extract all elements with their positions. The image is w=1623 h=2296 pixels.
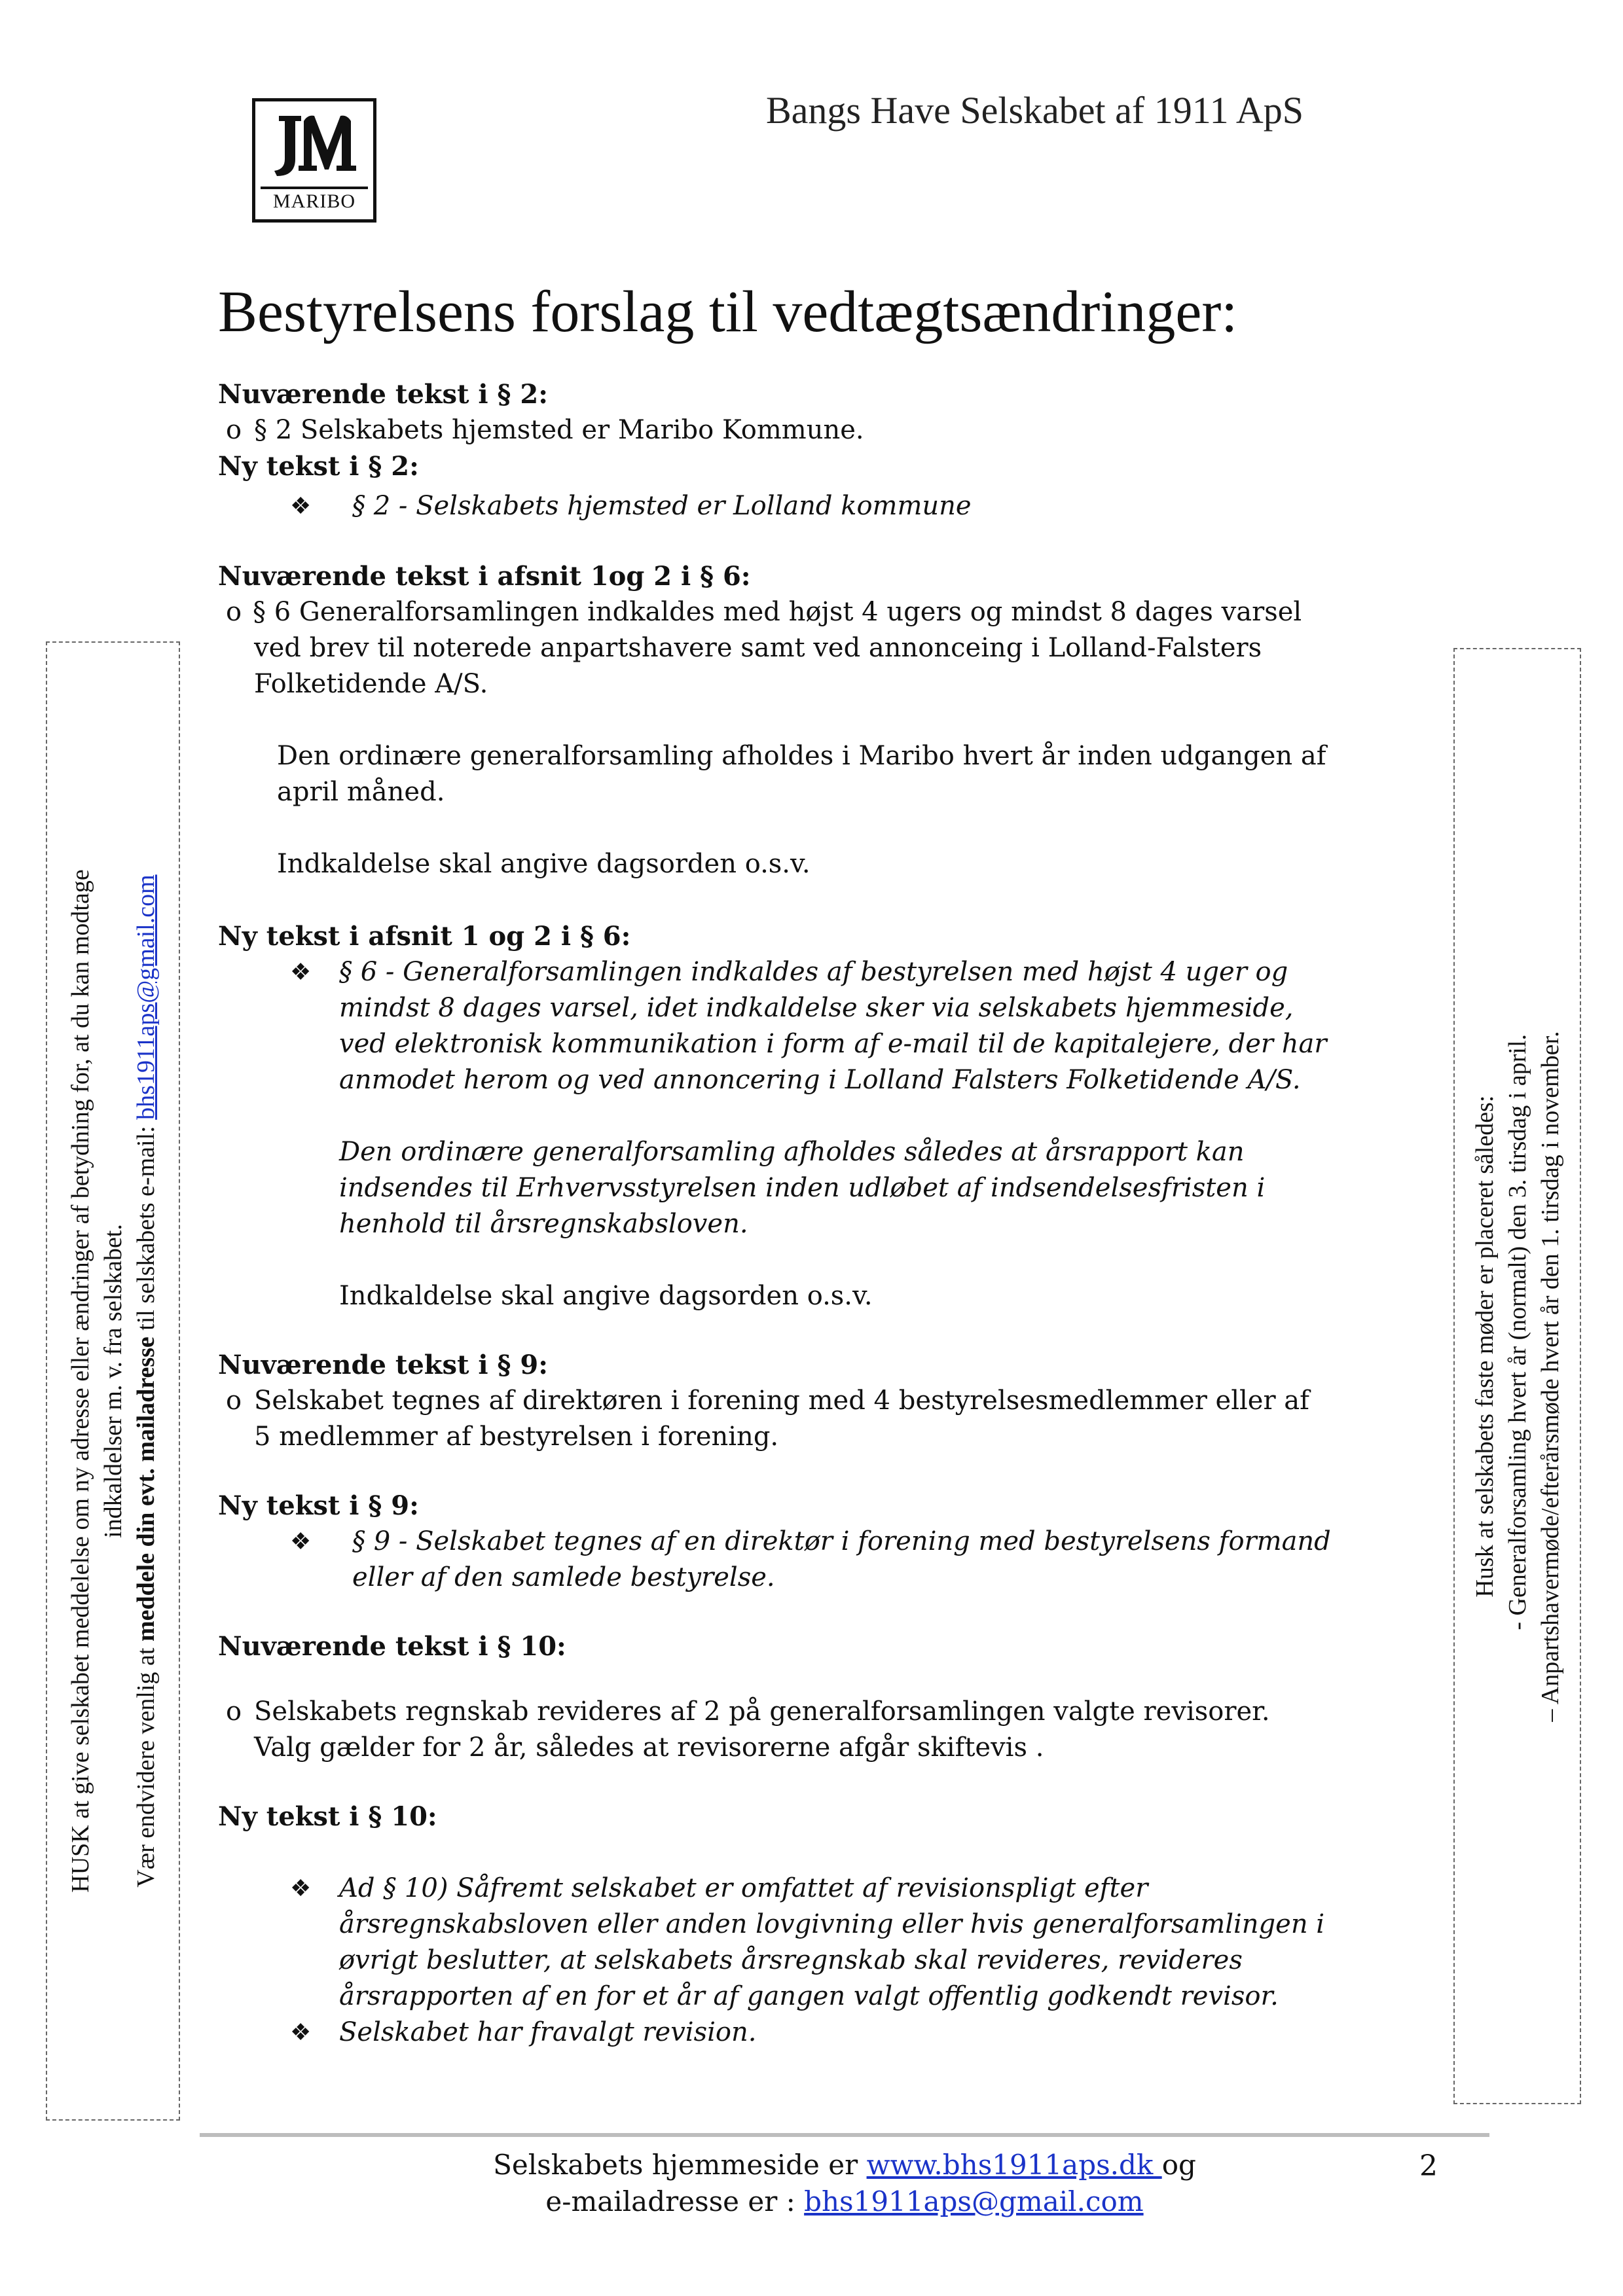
diamond-bullet-icon: ❖ — [290, 1528, 312, 1555]
paragraph: Den ordinære generalforsamling afholdes i Maribo hvert år inden udgangen af april måned. — [277, 741, 1326, 807]
item-text: Selskabets regnskab revideres af 2 på generalforsamlingen valgte revisorer. Valg gælder for 2 år, således at revisorerne afgår skiftevis . — [254, 1696, 1270, 1763]
section-heading: Nuværende tekst i § 10: — [218, 1631, 566, 1662]
logo-city-label: MARIBO — [261, 187, 368, 214]
reminder-line-3-bold: meddele din evt. mailadresse — [132, 1336, 160, 1642]
circle-bullet: o — [226, 1386, 242, 1416]
page-number: 2 — [1419, 2149, 1438, 2183]
circle-bullet: o — [226, 1696, 242, 1727]
footer-og: og — [1161, 2149, 1196, 2181]
section-heading: Ny tekst i afsnit 1 og 2 i § 6: — [218, 921, 631, 952]
list-item — [218, 1524, 1462, 1596]
item-text: Selskabet har fravalgt revision. — [339, 2017, 757, 2047]
paragraph: Indkaldelse skal angive dagsorden o.s.v. — [339, 1281, 873, 1311]
reminder-line-2: indkaldelser m. v. fra selskabet. — [99, 1224, 127, 1538]
meetings-info-box — [1453, 648, 1581, 2104]
section-heading: Ny tekst i § 9: — [218, 1490, 419, 1521]
item-text: Ad § 10) Såfremt selskabet er omfattet af revisionspligt efter årsregnskabsloven eller anden lovgivning eller hvis generalforsamlingen i øvrigt beslutter, at selskabets årsregnskab skal revideres, revideres årsrapporten af en for et år af gangen valgt offentlig godkendt revisor. — [339, 1873, 1325, 2011]
footer-line-1 — [200, 2147, 1489, 2183]
list-item — [218, 1694, 1462, 1766]
section-heading: Ny tekst i § 2: — [218, 451, 419, 482]
reminder-line-3-start: Vær endvidere venlig at — [132, 1641, 160, 1888]
website-link[interactable]: www.bhs1911aps.dk — [866, 2149, 1162, 2181]
section-heading: Nuværende tekst i afsnit 1og 2 i § 6: — [218, 561, 751, 592]
list-item — [218, 594, 1462, 702]
paragraph: Den ordinære generalforsamling afholdes således at årsrapport kan indsendes til Erhvervsstyrelsen inden udløbet af indsendelsesfristen i henhold til årsregnskabsloven. — [339, 1137, 1266, 1239]
item-text-content: § 6 Generalforsamlingen indkaldes med højst 4 ugers og mindst 8 dages varsel ved brev til noterede anpartshavere samt ved annonceing i Lolland-Falsters Folketidende A/S. — [253, 597, 1302, 699]
paragraph: Indkaldelse skal angive dagsorden o.s.v. — [277, 849, 811, 879]
item-text: Selskabet tegnes af direktøren i forening med 4 bestyrelsesmedlemmer eller af 5 medlemmer af bestyrelsen i forening. — [254, 1386, 1309, 1452]
list-item — [218, 484, 1462, 524]
item-text: § 2 - Selskabets hjemsted er Lolland kommune — [352, 491, 972, 521]
maribo-logo — [252, 98, 376, 223]
footer-divider — [200, 2133, 1489, 2137]
list-item — [218, 954, 1462, 1098]
meetings-info-text — [1468, 1031, 1567, 1721]
document-body — [218, 376, 1462, 2051]
list-item — [218, 412, 1462, 448]
circle-bullet: o — [226, 597, 242, 627]
diamond-bullet-icon: ❖ — [290, 493, 312, 520]
reminder-line-1: HUSK at give selskabet meddelelse om ny adresse eller ændringer af betydning for, at du kan modtage — [66, 869, 94, 1893]
section-heading: Nuværende tekst i § 9: — [218, 1350, 548, 1380]
company-name: Bangs Have Selskabet af 1911 ApS — [766, 89, 1304, 132]
item-text: § 2 Selskabets hjemsted er Maribo Kommune. — [254, 415, 864, 445]
item-text: § 6 - Generalforsamlingen indkaldes af bestyrelsen med højst 4 uger og mindst 8 dages varsel, idet indkaldelse sker via selskabets hjemmeside, ved elektronisk kommunikation i form af e-mail til de kapitalejere, der har anmodet herom og ved annoncering i Lolland Falsters Folketidende A/S. — [339, 957, 1327, 1095]
section-heading: Nuværende tekst i § 2: — [218, 379, 548, 410]
footer-email-link[interactable]: bhs1911aps@gmail.com — [804, 2185, 1144, 2217]
diamond-bullet-icon: ❖ — [290, 959, 312, 986]
address-reminder-box — [46, 641, 180, 2121]
meetings-line-2: - Generalforsamling hvert år (normalt) den 3. tirsdag i april. — [1503, 1033, 1531, 1630]
list-item — [218, 2015, 1462, 2051]
diamond-bullet-icon: ❖ — [290, 2019, 312, 2046]
footer-email-label: e-mailadresse er : — [545, 2185, 805, 2217]
email-link[interactable]: bhs1911aps@gmail.com — [132, 874, 160, 1120]
meetings-line-3: – Anpartshavermøde/efterårsmøde hvert år den 1. tirsdag i november. — [1536, 1030, 1564, 1722]
item-text: § 9 - Selskabet tegnes af en direktør i forening med bestyrelsens formand eller af den samlede bestyrelse. — [352, 1526, 1331, 1592]
page-title: Bestyrelsens forslag til vedtægtsændringer: — [218, 279, 1238, 344]
address-reminder-text — [64, 869, 162, 1892]
reminder-line-3-middle: til selskabets e-mail: — [132, 1119, 160, 1337]
section-heading: Ny tekst i § 10: — [218, 1801, 437, 1832]
meetings-line-1: Husk at selskabets faste møder er placeret således: — [1470, 1095, 1499, 1598]
item-text — [254, 594, 1302, 702]
footer-website-label: Selskabets hjemmeside er — [493, 2149, 867, 2181]
reminder-line-3 — [130, 869, 162, 1892]
logo-monogram-icon — [261, 107, 368, 184]
footer-line-2 — [200, 2183, 1489, 2220]
list-item — [218, 1871, 1462, 2015]
circle-bullet: o — [226, 415, 242, 445]
diamond-bullet-icon: ❖ — [290, 1875, 312, 1902]
list-item — [218, 1383, 1462, 1455]
footer — [200, 2147, 1489, 2220]
